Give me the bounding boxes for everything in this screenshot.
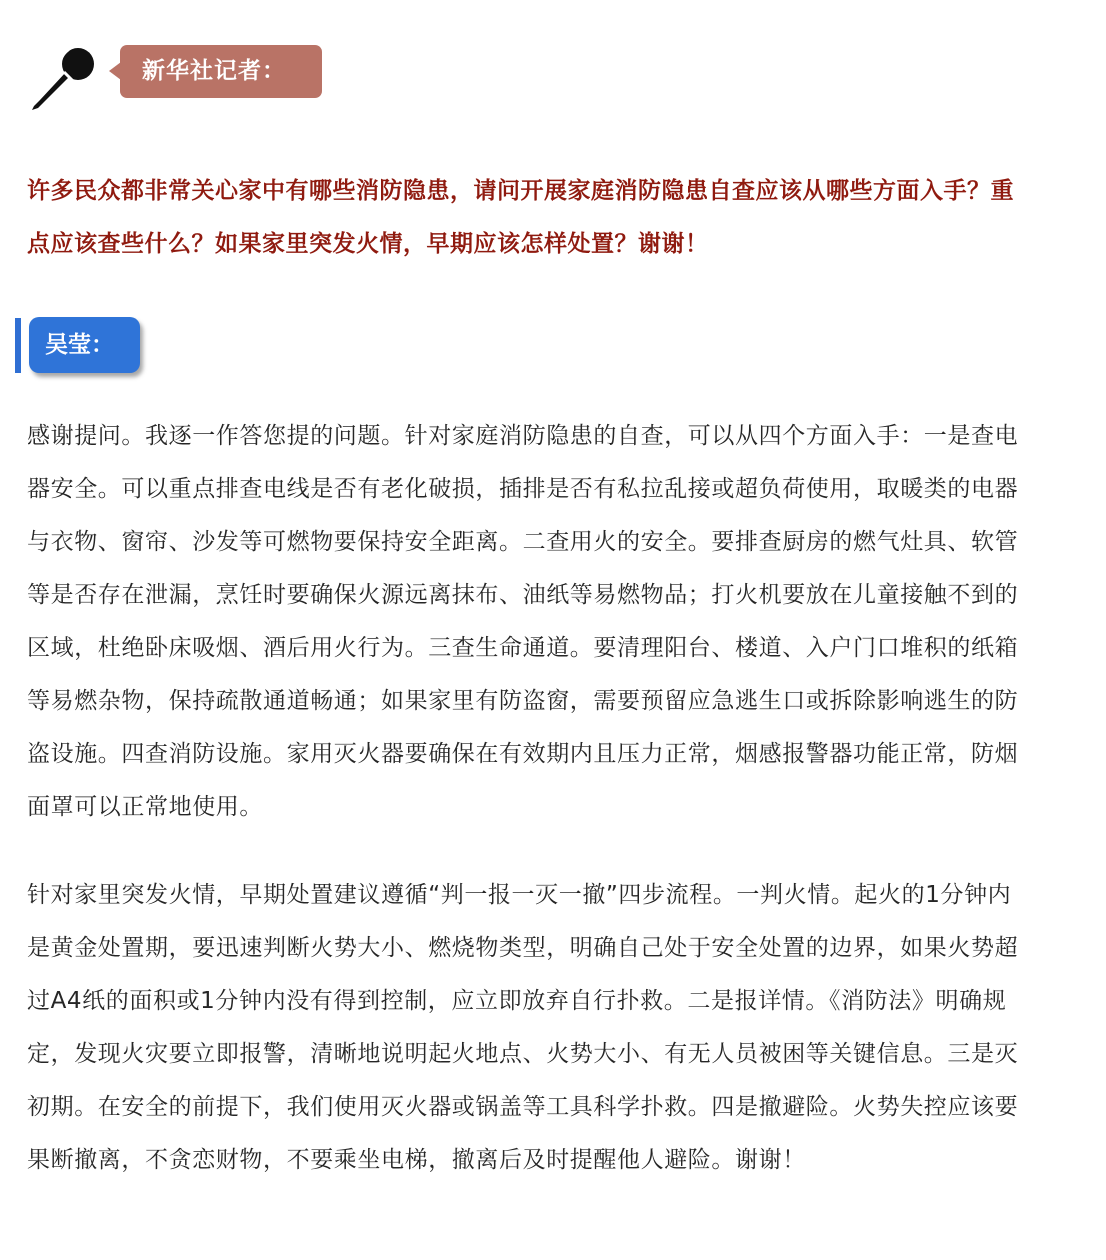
reporter-question: 许多民众都非常关心家中有哪些消防隐患，请问开展家庭消防隐患自查应该从哪些方面入手？重点应该查些什么？如果家里突发火情，早期应该怎样处置？谢谢！ bbox=[27, 178, 1014, 257]
microphone-icon bbox=[30, 44, 100, 112]
speaker-accent-bar bbox=[15, 318, 21, 373]
answer-paragraph-1: 感谢提问。我逐一作答您提的问题。针对家庭消防隐患的自查，可以从四个方面入手：一是查电器安全。可以重点排查电线是否有老化破损，插排是否有私拉乱接或超负荷使用，取暖类的电器与衣物、窗帘、沙发等可燃物要保持安全距离。二查用火的安全。要排查厨房的燃气灶具、软管等是否存在泄漏，烹饪时要确保火源远离抹布、油纸等易燃物品；打火机要放在儿童接触不到的区域，杜绝卧床吸烟、酒后用火行为。三查生命通道。要清理阳台、楼道、入户门口堆积的纸箱等易燃杂物，保持疏散通道畅通；如果家里有防盗窗，需要预留应急逃生口或拆除影响逃生的防盗设施。四查消防设施。家用灭火器要确保在有效期内且压力正常，烟感报警器功能正常，防烟面罩可以正常地使用。 bbox=[27, 423, 1019, 820]
reporter-header bbox=[30, 42, 330, 112]
speaker-header bbox=[15, 317, 215, 377]
answer-paragraph-2: 针对家里突发火情，早期处置建议遵循“判一报一灭一撤”四步流程。一判火情。起火的1分钟内是黄金处置期，要迅速判断火势大小、燃烧物类型，明确自己处于安全处置的边界，如果火势超过A4纸的面积或1分钟内没有得到控制，应立即放弃自行扑救。二是报详情。《消防法》明确规定，发现火灾要立即报警，清晰地说明起火地点、火势大小、有无人员被困等关键信息。三是灭初期。在安全的前提下，我们使用灭火器或锅盖等工具科学扑救。四是撤避险。火势失控应该要果断撤离，不贪恋财物，不要乘坐电梯，撤离后及时提醒他人避险。谢谢！ bbox=[27, 882, 1019, 1173]
speaker-label: 吴莹： bbox=[29, 317, 140, 373]
reporter-label: 新华社记者： bbox=[120, 45, 322, 98]
